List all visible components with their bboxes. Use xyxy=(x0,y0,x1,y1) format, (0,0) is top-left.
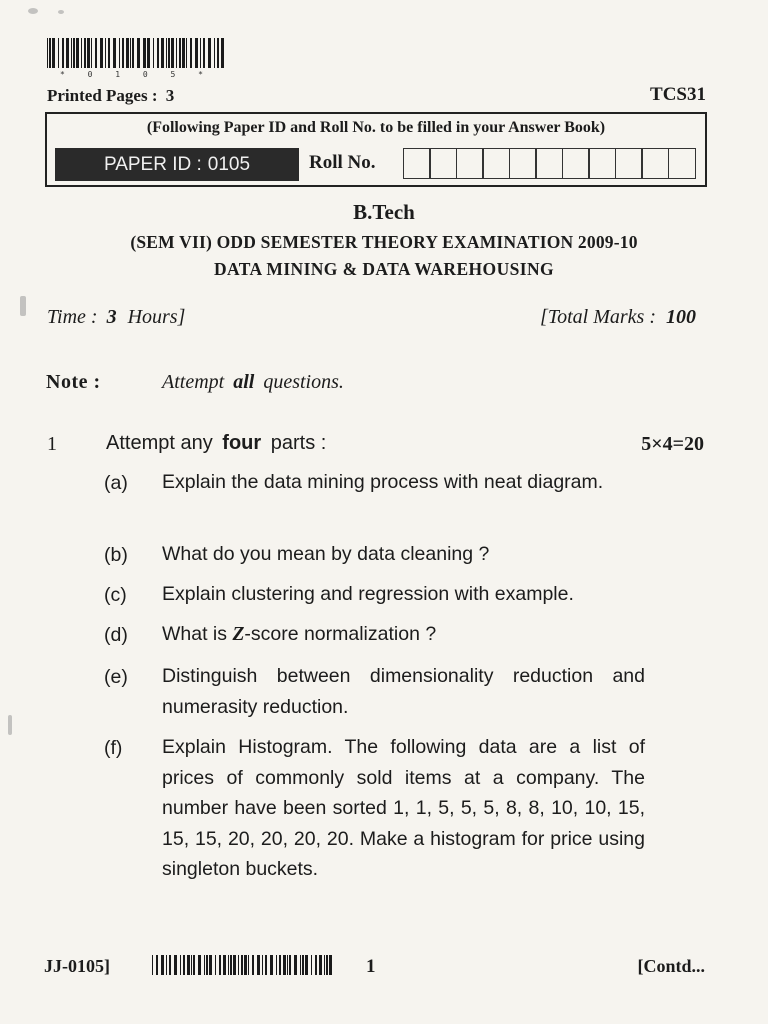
marks-label: [Total Marks : xyxy=(540,306,656,328)
printed-pages xyxy=(47,86,174,106)
barcode-bar xyxy=(183,955,185,975)
question-instruction-pre: Attempt any xyxy=(106,432,213,454)
barcode-bar xyxy=(324,955,325,975)
barcode-bar xyxy=(71,38,72,68)
question-number: 1 xyxy=(47,433,57,455)
barcode-bar xyxy=(95,38,97,68)
roll-cell xyxy=(588,148,616,179)
time-label: Time : xyxy=(47,306,98,328)
barcode-bar xyxy=(179,38,181,68)
roll-cell xyxy=(562,148,590,179)
part-label: (a) xyxy=(104,472,128,494)
question-instruction xyxy=(106,432,326,455)
barcode-bar xyxy=(52,38,55,68)
note-text-post: questions. xyxy=(263,371,344,393)
barcode-bar xyxy=(191,955,192,975)
barcode-bar xyxy=(91,38,92,68)
barcode-bar xyxy=(100,38,103,68)
barcode-bar xyxy=(171,38,174,68)
barcode-bar xyxy=(174,955,177,975)
scan-speck xyxy=(8,715,12,735)
barcode-bar xyxy=(319,955,322,975)
barcode-bar xyxy=(108,38,110,68)
roll-cell xyxy=(509,148,537,179)
barcode-bar xyxy=(289,955,291,975)
barcode-bar xyxy=(137,38,140,68)
barcode-bar xyxy=(329,955,332,975)
barcode-bar xyxy=(195,38,198,68)
part-text: Distinguish between dimensionality reduction and numerasity reduction. xyxy=(162,665,645,718)
barcode-bar xyxy=(193,955,195,975)
barcode-bar xyxy=(230,955,232,975)
barcode-bar xyxy=(233,955,236,975)
barcode-bar xyxy=(248,955,249,975)
top-barcode xyxy=(47,38,225,68)
part-text: Explain the data mining process with neat diagram. xyxy=(162,471,604,493)
note-text xyxy=(162,371,344,394)
time-value: 3 xyxy=(106,306,117,328)
bottom-barcode xyxy=(152,955,334,975)
scan-speck xyxy=(20,296,26,316)
barcode-bar xyxy=(161,38,164,68)
barcode-bar xyxy=(73,38,75,68)
id-instruction: (Following Paper ID and Roll No. to be filled in your Answer Book) xyxy=(146,119,606,136)
marks-value: 100 xyxy=(666,306,696,328)
barcode-bar xyxy=(228,955,229,975)
roll-no-cells xyxy=(404,148,696,179)
barcode-bar xyxy=(62,38,64,68)
barcode-bar xyxy=(279,955,281,975)
barcode-digits: * 0 1 0 5 * xyxy=(60,70,212,79)
barcode-bar xyxy=(186,38,187,68)
barcode-bar xyxy=(187,955,190,975)
continued-marker: [Contd... xyxy=(637,956,705,976)
barcode-bar xyxy=(66,38,69,68)
roll-cell xyxy=(482,148,510,179)
barcode-bar xyxy=(208,38,211,68)
barcode-bar xyxy=(206,955,208,975)
barcode-bar xyxy=(204,955,205,975)
paper-id-label: PAPER ID : xyxy=(103,153,202,175)
barcode-bar xyxy=(166,38,167,68)
barcode-bar xyxy=(81,38,82,68)
barcode-bar xyxy=(300,955,301,975)
question-instruction-post: parts : xyxy=(270,432,327,454)
barcode-bar xyxy=(294,955,297,975)
part-text-post: -score normalization ? xyxy=(244,623,437,645)
barcode-bar xyxy=(315,955,317,975)
barcode-bar xyxy=(209,955,212,975)
barcode-bar xyxy=(182,38,185,68)
degree-title: B.Tech xyxy=(353,200,415,224)
paper-id-box xyxy=(45,112,707,187)
barcode-bar xyxy=(180,955,181,975)
barcode-bar xyxy=(130,38,131,68)
roll-cell xyxy=(615,148,643,179)
barcode-bar xyxy=(144,38,146,68)
part-label: (c) xyxy=(104,584,127,606)
paper-id-value: 0105 xyxy=(207,153,251,175)
part-text: Explain clustering and regression with example. xyxy=(162,583,574,605)
barcode-bar xyxy=(215,955,216,975)
roll-cell xyxy=(456,148,484,179)
part-text: What do you mean by data cleaning ? xyxy=(162,543,490,565)
barcode-bar xyxy=(47,38,48,68)
barcode-bar xyxy=(203,38,205,68)
printed-pages-label: Printed Pages : xyxy=(47,86,158,105)
barcode-bar xyxy=(122,38,124,68)
roll-cell xyxy=(668,148,696,179)
roll-cell xyxy=(535,148,563,179)
barcode-bar xyxy=(241,955,243,975)
barcode-bar xyxy=(157,38,159,68)
barcode-bar xyxy=(276,955,277,975)
barcode-bar xyxy=(190,38,192,68)
roll-cell xyxy=(403,148,431,179)
barcode-bar xyxy=(143,38,144,68)
barcode-bar xyxy=(84,38,86,68)
barcode-bar xyxy=(238,955,239,975)
barcode-bar xyxy=(223,955,226,975)
barcode-bar xyxy=(200,38,201,68)
total-marks xyxy=(540,306,696,329)
barcode-bar xyxy=(221,38,224,68)
barcode-bar xyxy=(166,955,167,975)
part-text-italic: Z xyxy=(232,624,245,645)
barcode-bar xyxy=(270,955,273,975)
roll-cell xyxy=(429,148,457,179)
paper-code: TCS31 xyxy=(650,84,706,105)
barcode-bar xyxy=(219,955,221,975)
barcode-bar xyxy=(161,955,164,975)
barcode-bar xyxy=(262,955,263,975)
roll-cell xyxy=(641,148,669,179)
printed-pages-value: 3 xyxy=(165,86,175,105)
time-unit: Hours] xyxy=(127,306,186,328)
barcode-bar xyxy=(87,38,90,68)
exam-title: (SEM VII) ODD SEMESTER THEORY EXAMINATION 2009-10 xyxy=(130,232,638,252)
note-text-pre: Attempt xyxy=(162,371,225,393)
barcode-bar xyxy=(126,38,129,68)
question-marks: 5×4=20 xyxy=(641,433,704,455)
barcode-bar xyxy=(147,38,150,68)
scan-speck xyxy=(28,8,38,14)
barcode-bar xyxy=(49,38,51,68)
barcode-bar xyxy=(198,955,201,975)
subject-title: DATA MINING & DATA WAREHOUSING xyxy=(214,259,554,279)
note-label: Note : xyxy=(46,371,101,393)
note-text-bold: all xyxy=(233,371,255,393)
barcode-bar xyxy=(132,38,134,68)
barcode-bar xyxy=(176,38,177,68)
barcode-bar xyxy=(58,38,59,68)
scan-speck xyxy=(58,10,64,14)
paper-id-badge xyxy=(55,148,299,181)
footer-code: JJ-0105] xyxy=(44,956,110,976)
barcode-bar xyxy=(311,955,312,975)
barcode-bar xyxy=(169,955,171,975)
barcode-bar xyxy=(105,38,106,68)
time-allowed xyxy=(47,306,185,329)
part-text xyxy=(162,619,645,651)
roll-no-label: Roll No. xyxy=(309,152,376,173)
barcode-bar xyxy=(302,955,304,975)
barcode-bar xyxy=(168,38,170,68)
barcode-bar xyxy=(257,955,260,975)
barcode-bar xyxy=(153,38,154,68)
barcode-bar xyxy=(244,955,247,975)
part-text: Explain Histogram. The following data are a list of prices of commonly sold items at a company. The number have been sorted 1, 1, 5, 5, 5, 8, 8, 10, 10, 15, 15, 15, 20, 20, 20, 20. Make a histogram for price using singleton buckets. xyxy=(162,736,645,880)
barcode-bar xyxy=(252,955,254,975)
barcode-bar xyxy=(265,955,267,975)
barcode-bar xyxy=(214,38,215,68)
barcode-bar xyxy=(119,38,120,68)
barcode-bar xyxy=(217,38,219,68)
part-label: (b) xyxy=(104,544,128,566)
part-label: (d) xyxy=(104,624,128,646)
part-label: (f) xyxy=(104,737,123,759)
part-text-pre: What is xyxy=(162,623,228,645)
barcode-bar xyxy=(156,955,158,975)
barcode-bar xyxy=(76,38,79,68)
barcode-bar xyxy=(305,955,308,975)
barcode-bar xyxy=(283,955,286,975)
barcode-bar xyxy=(326,955,328,975)
page-number: 1 xyxy=(366,956,376,977)
barcode-bar xyxy=(113,38,116,68)
question-instruction-bold: four xyxy=(222,432,262,454)
part-label: (e) xyxy=(104,666,128,688)
barcode-bar xyxy=(152,955,153,975)
barcode-bar xyxy=(287,955,288,975)
